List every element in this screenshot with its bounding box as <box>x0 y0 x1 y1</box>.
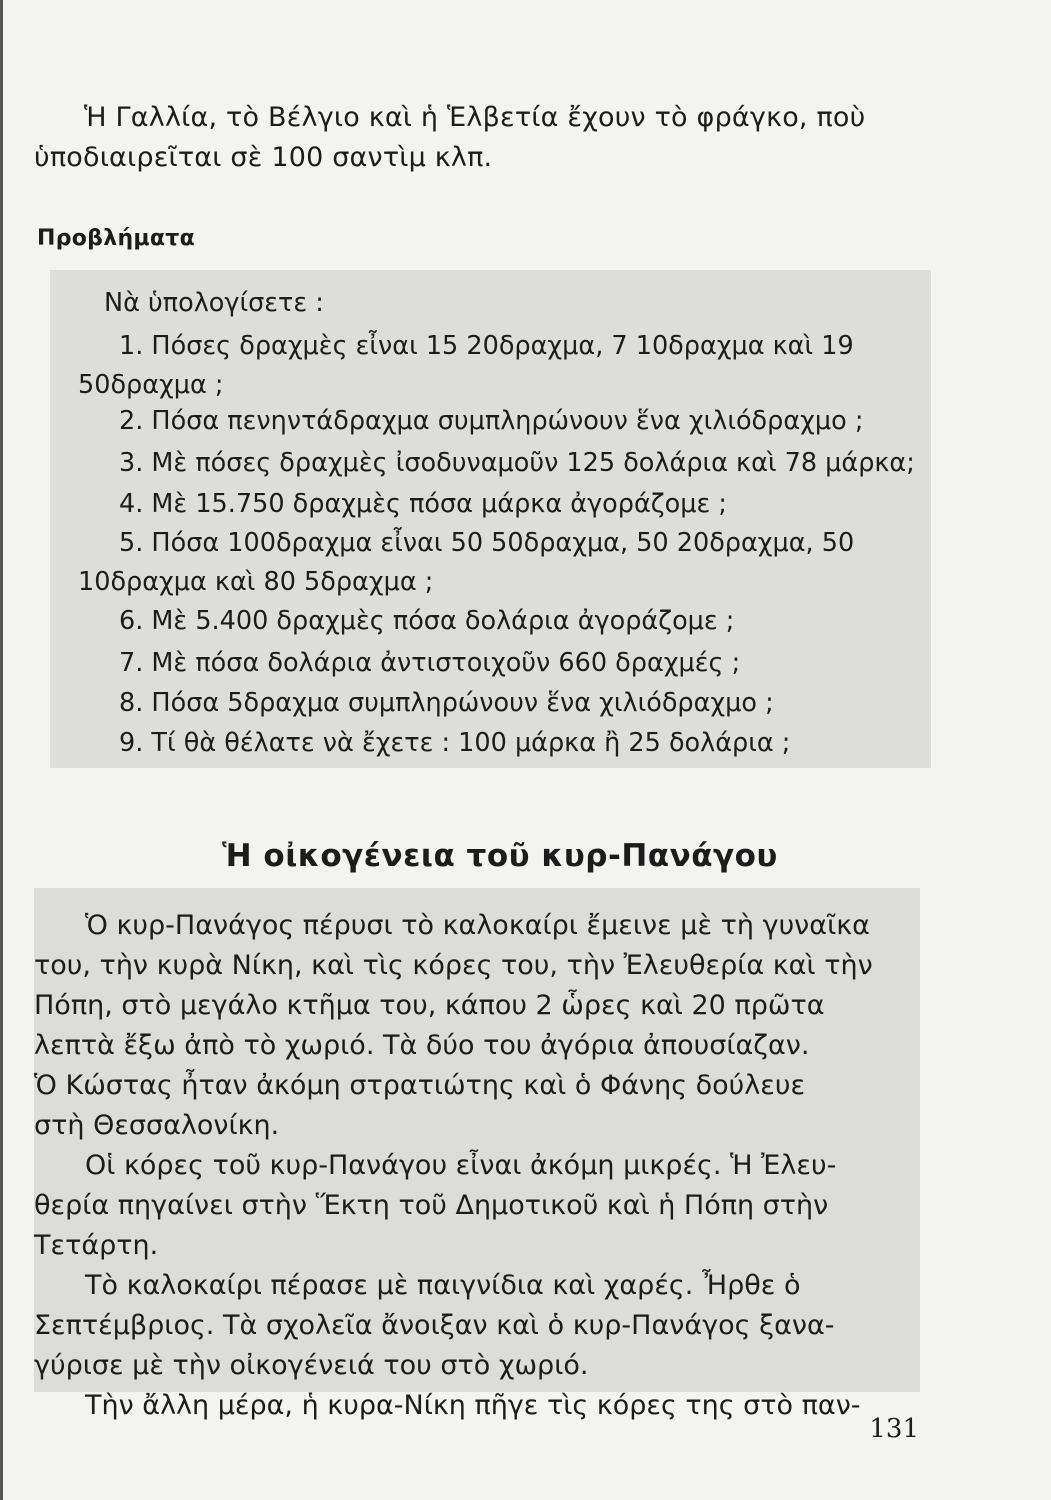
problem-line: 4. Μὲ 15.750 δραχμὲς πόσα μάρκα ἀγοράζομε ; <box>119 489 727 519</box>
page-edge <box>0 0 3 1500</box>
story-line: Τὸ καλοκαίρι πέρασε μὲ παιγνίδια καὶ χαρές. Ἦρθε ὁ <box>85 1270 801 1301</box>
story-line: λεπτὰ ἔξω ἀπὸ τὸ χωριό. Τὰ δύο του ἀγόρια ἀπουσίαζαν. <box>34 1030 810 1061</box>
problem-line: 9. Τί θὰ θέλατε νὰ ἔχετε : 100 μάρκα ἢ 25 δολάρια ; <box>119 728 791 758</box>
story-line: Τετάρτη. <box>34 1230 159 1261</box>
problem-line: 6. Μὲ 5.400 δραχμὲς πόσα δολάρια ἀγοράζομε ; <box>119 606 735 636</box>
problem-line: 8. Πόσα 5δραχμα συμπληρώνουν ἕνα χιλιόδραχμο ; <box>119 688 774 718</box>
story-line: Σεπτέμβριος. Τὰ σχολεῖα ἄνοιξαν καὶ ὁ κυρ-Πανάγος ξανα- <box>34 1310 835 1341</box>
story-line: Τὴν ἄλλη μέρα, ἡ κυρα-Νίκη πῆγε τὶς κόρες της στὸ παν- <box>85 1390 861 1421</box>
intro-paragraph: Ἡ Γαλλία, τὸ Βέλγιο καὶ ἡ Ἑλβετία ἔχουν τὸ φράγκο, ποὺ ὑποδιαιρεῖται σὲ 100 σαντὶμ κλπ. <box>34 102 866 173</box>
problem-line: 10δραχμα καὶ 80 5δραχμα ; <box>78 567 434 597</box>
story-line: στὴ Θεσσαλονίκη. <box>34 1110 280 1141</box>
story-line: του, τὴν κυρὰ Νίκη, καὶ τὶς κόρες του, τὴν Ἐλευθερία καὶ τὴν <box>34 950 873 981</box>
problem-line: 3. Μὲ πόσες δραχμὲς ἰσοδυναμοῦν 125 δολάρια καὶ 78 μάρκα; <box>119 448 915 478</box>
problem-line: 2. Πόσα πενηντάδραχμα συμπληρώνουν ἕνα χιλιόδραχμο ; <box>119 406 864 436</box>
problem-line: 50δραχμα ; <box>78 370 224 400</box>
problems-instruction: Νὰ ὑπολογίσετε : <box>104 288 324 318</box>
story-line: Ὁ κυρ-Πανάγος πέρυσι τὸ καλοκαίρι ἔμεινε μὲ τὴ γυναῖκα <box>85 910 870 941</box>
problems-box <box>50 270 931 768</box>
story-line: γύρισε μὲ τὴν οἰκογένειά του στὸ χωριό. <box>34 1350 589 1381</box>
problem-line: 5. Πόσα 100δραχμα εἶναι 50 50δραχμα, 50 20δραχμα, 50 <box>119 528 855 558</box>
problem-line: 1. Πόσες δραχμὲς εἶναι 15 20δραχμα, 7 10δραχμα καὶ 19 <box>119 331 854 361</box>
story-title: Ἡ οἰκογένεια τοῦ κυρ-Πανάγου <box>222 838 778 874</box>
story-line: Ὁ Κώστας ἦταν ἀκόμη στρατιώτης καὶ ὁ Φάνης δούλευε <box>34 1070 806 1101</box>
story-line: Οἱ κόρες τοῦ κυρ-Πανάγου εἶναι ἀκόμη μικρές. Ἡ Ἐλευ- <box>85 1150 837 1181</box>
story-line: θερία πηγαίνει στὴν Ἕκτη τοῦ Δημοτικοῦ καὶ ἡ Πόπη στὴν <box>34 1190 829 1221</box>
problem-line: 7. Μὲ πόσα δολάρια ἀντιστοιχοῦν 660 δραχμές ; <box>119 648 741 678</box>
problems-heading: Προβλήματα <box>37 226 196 251</box>
story-line: Πόπη, στὸ μεγάλο κτῆμα του, κάπου 2 ὧρες καὶ 20 πρῶτα <box>34 990 825 1021</box>
story-box <box>34 888 920 1421</box>
page-number: 131 <box>869 1414 919 1444</box>
